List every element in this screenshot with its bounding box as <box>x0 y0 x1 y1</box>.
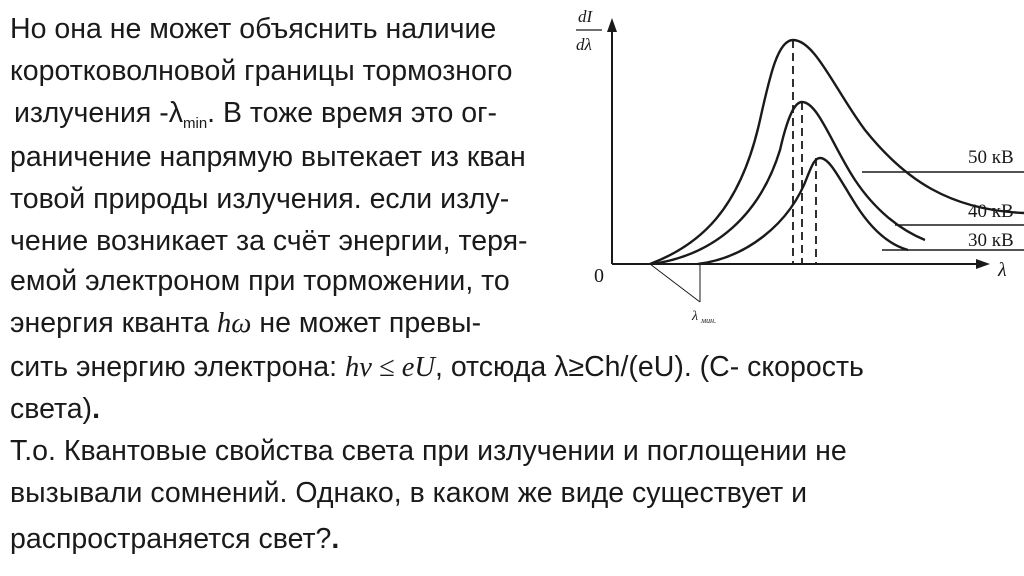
lambda-min-subscript: min <box>183 115 208 132</box>
text-line-9-b: , отсюда λ≥Ch/(eU). (С- скорость <box>434 351 864 383</box>
text-line-8-b: не может превы- <box>251 307 482 339</box>
curve-label-40kv: 40 кВ <box>968 201 1014 222</box>
text-line-10-b: . <box>92 393 100 425</box>
text-line-9 <box>10 350 864 385</box>
text-line-10 <box>10 392 100 426</box>
text-line-7: емой электроном при торможении, то <box>10 265 510 297</box>
curve-label-50kv: 50 кВ <box>968 147 1014 168</box>
x-axis-label: λ <box>998 259 1007 281</box>
curve-label-30kv: 30 кВ <box>968 230 1014 251</box>
lambda-min-label: λ <box>692 309 699 324</box>
text-line-12: вызывали сомнений. Однако, в каком же виде существует и <box>10 477 808 509</box>
text-line-8-a: энергия кванта <box>10 307 218 339</box>
formula-h-omega: hω <box>217 308 252 339</box>
x-axis-arrow <box>976 259 990 269</box>
text-line-2: коротковолновой границы тормозного <box>10 55 513 87</box>
text-line-10-a: света) <box>10 393 93 425</box>
curve-30kv <box>698 158 908 264</box>
text-line-3-a: излучения -λ <box>14 97 183 129</box>
text-line-1: Но она не может объяснить наличие <box>10 13 497 45</box>
text-line-5: товой природы излучения. если излу- <box>10 183 510 215</box>
text-line-6: чение возникает за счёт энергии, теря- <box>10 225 528 257</box>
text-line-11: Т.о. Квантовые свойства света при излучении и поглощении не <box>10 435 847 467</box>
bremsstrahlung-spectrum-diagram <box>576 0 1024 340</box>
origin-label: 0 <box>594 265 604 287</box>
text-line-13-b: . <box>331 523 340 555</box>
formula-inequality: hν ≤ eU <box>344 352 435 383</box>
y-axis-label-top: dI <box>578 7 593 26</box>
text-line-13-a: распространяется свет? <box>10 523 332 555</box>
text-line-8 <box>10 306 481 341</box>
text-line-4: раничение напрямую вытекает из кван <box>10 141 526 173</box>
text-line-9-a: сить энергию электрона: <box>10 351 345 383</box>
y-axis-label-bottom: dλ <box>576 35 592 54</box>
y-axis-arrow <box>607 18 617 32</box>
lambda-min-label-subscript: мин. <box>701 316 717 325</box>
text-line-13 <box>10 522 339 556</box>
text-line-3-b: . В тоже время это ог- <box>207 97 497 129</box>
text-line-3 <box>14 96 497 141</box>
lambda-min-pointer-left <box>650 264 700 302</box>
